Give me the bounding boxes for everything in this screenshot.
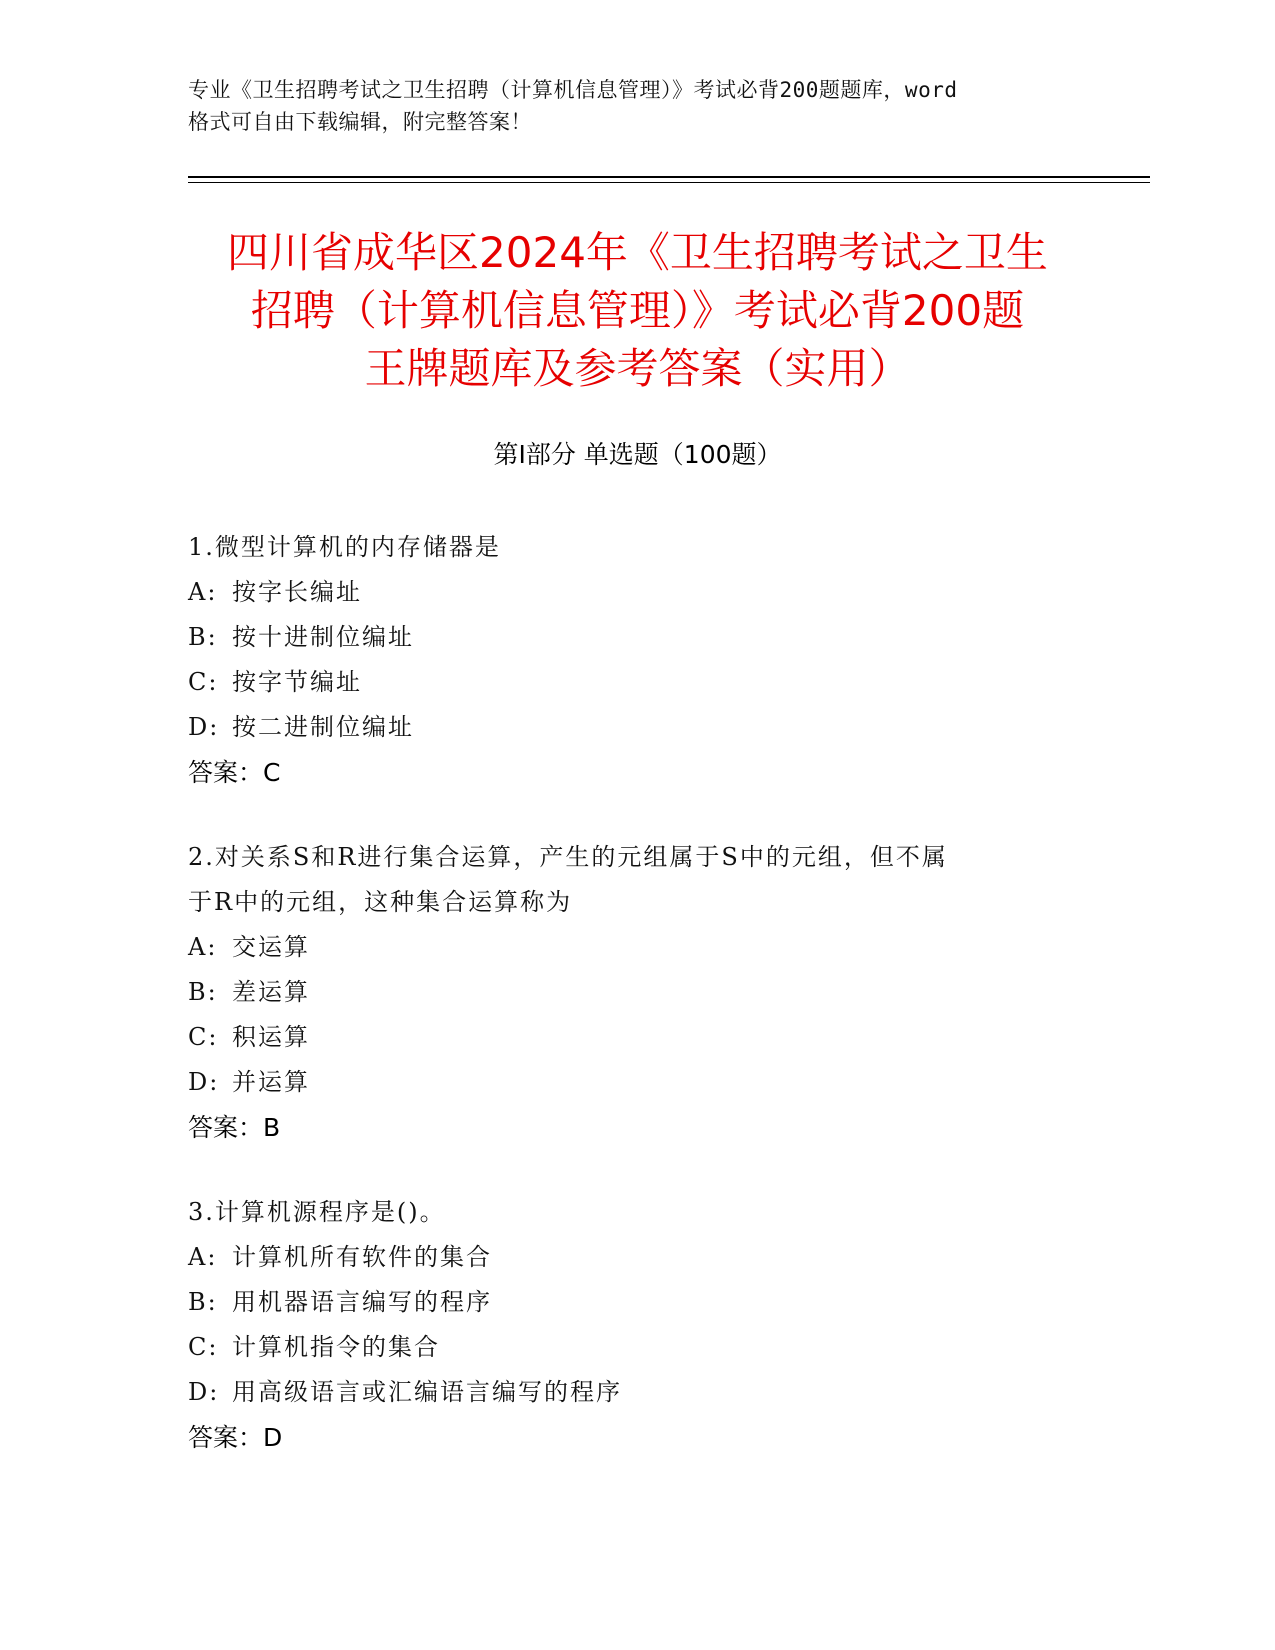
option-c <box>188 1325 1088 1370</box>
option-text: 差运算 <box>232 978 310 1006</box>
header-note-line-1: 专业《卫生招聘考试之卫生招聘（计算机信息管理）》考试必背200题题库，word <box>188 78 958 102</box>
document-title-line-3: 王牌题库及参考答案（实用） <box>364 344 911 393</box>
option-key: C: <box>188 668 219 696</box>
option-c <box>188 1015 1088 1060</box>
option-text: 用高级语言或汇编语言编写的程序 <box>232 1378 622 1406</box>
option-a <box>188 570 1088 615</box>
question-stem-line-1: 2.对关系S和R进行集合运算，产生的元组属于S中的元组，但不属 <box>188 843 948 871</box>
answer-line: 答案：D <box>188 1423 283 1452</box>
option-text: 积运算 <box>232 1023 310 1051</box>
option-key: D: <box>188 713 220 741</box>
option-b <box>188 615 1088 660</box>
section-heading: 第Ⅰ部分 单选题（100题） <box>493 440 782 469</box>
question-2 <box>188 835 1088 1150</box>
document-title <box>150 224 1125 398</box>
option-text: 按十进制位编址 <box>232 623 414 651</box>
option-key: B: <box>188 978 218 1006</box>
question-stem-line-2: 于R中的元组，这种集合运算称为 <box>188 888 573 916</box>
option-key: B: <box>188 623 218 651</box>
header-rule-thick <box>188 176 1150 178</box>
option-text: 用机器语言编写的程序 <box>232 1288 492 1316</box>
option-key: C: <box>188 1333 219 1361</box>
question-stem: 1.微型计算机的内存储器是 <box>188 533 501 561</box>
option-text: 计算机指令的集合 <box>232 1333 440 1361</box>
option-d <box>188 1370 1088 1415</box>
option-b <box>188 1280 1088 1325</box>
option-key: A: <box>188 933 218 961</box>
option-text: 按字长编址 <box>232 578 362 606</box>
option-d <box>188 705 1088 750</box>
question-3 <box>188 1190 1088 1460</box>
header-note <box>188 74 1088 138</box>
answer-line: 答案：B <box>188 1113 281 1142</box>
option-text: 按二进制位编址 <box>232 713 414 741</box>
document-title-line-2: 招聘（计算机信息管理）》考试必背200题 <box>250 286 1025 335</box>
header-rule-thin <box>188 182 1150 183</box>
document-title-line-1: 四川省成华区2024年《卫生招聘考试之卫生 <box>227 228 1048 277</box>
option-key: A: <box>188 578 218 606</box>
option-key: D: <box>188 1378 220 1406</box>
option-key: D: <box>188 1068 220 1096</box>
option-b <box>188 970 1088 1015</box>
option-text: 计算机所有软件的集合 <box>232 1243 492 1271</box>
option-key: B: <box>188 1288 218 1316</box>
question-stem: 3.计算机源程序是()。 <box>188 1198 446 1226</box>
option-text: 交运算 <box>232 933 310 961</box>
option-key: A: <box>188 1243 218 1271</box>
option-d <box>188 1060 1088 1105</box>
option-text: 按字节编址 <box>232 668 362 696</box>
question-list <box>188 525 1088 1500</box>
header-note-line-2: 格式可自由下载编辑，附完整答案！ <box>188 110 532 134</box>
option-a <box>188 925 1088 970</box>
answer-line: 答案：C <box>188 758 281 787</box>
option-text: 并运算 <box>232 1068 310 1096</box>
option-c <box>188 660 1088 705</box>
option-key: C: <box>188 1023 219 1051</box>
question-1 <box>188 525 1088 795</box>
option-a <box>188 1235 1088 1280</box>
